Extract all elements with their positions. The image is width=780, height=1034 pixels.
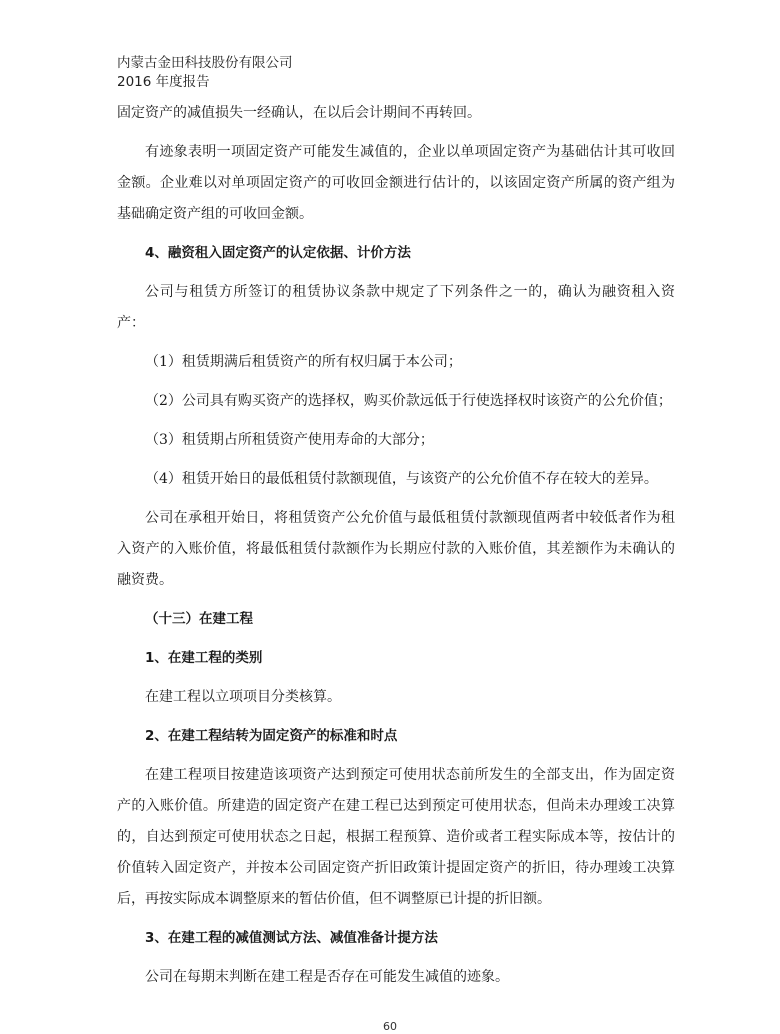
- document-body: [117, 98, 675, 1001]
- paragraph: 公司在承租开始日，将租赁资产公允价值与最低租赁付款额现值两者中较低者作为租入资产的入账价值，将最低租赁付款额作为长期应付款的入账价值，其差额作为未确认的融资费。: [117, 510, 675, 588]
- report-header: [117, 54, 677, 92]
- list-item: （4）租赁开始日的最低租赁付款额现值，与该资产的公允价值不存在较大的差异。: [145, 471, 658, 487]
- paragraph: 有迹象表明一项固定资产可能发生减值的，企业以单项固定资产为基础估计其可收回金额。企业难以对单项固定资产的可收回金额进行估计的，以该固定资产所属的资产组为基础确定资产组的可收回金额。: [117, 144, 675, 222]
- section-heading: （十三）在建工程: [145, 611, 253, 627]
- section-heading: 2、在建工程结转为固定资产的标准和时点: [145, 728, 398, 744]
- company-name: 内蒙古金田科技股份有限公司: [117, 55, 293, 71]
- section-heading: 1、在建工程的类别: [145, 650, 263, 666]
- page-number: 60: [383, 1020, 397, 1033]
- paragraph: 公司在每期末判断在建工程是否存在可能发生减值的迹象。: [145, 969, 509, 985]
- section-heading: 3、在建工程的减值测试方法、减值准备计提方法: [145, 930, 438, 946]
- paragraph: 固定资产的减值损失一经确认，在以后会计期间不再转回。: [117, 105, 481, 121]
- section-heading: 4、融资租入固定资产的认定依据、计价方法: [145, 245, 411, 261]
- list-item: （3）租赁期占所租赁资产使用寿命的大部分；: [145, 432, 434, 448]
- list-item: （1）租赁期满后租赁资产的所有权归属于本公司；: [145, 354, 462, 370]
- report-title: 2016 年度报告: [117, 74, 210, 90]
- paragraph: 在建工程以立项项目分类核算。: [145, 689, 341, 705]
- paragraph: 在建工程项目按建造该项资产达到预定可使用状态前所发生的全部支出，作为固定资产的入账价值。所建造的固定资产在建工程已达到预定可使用状态，但尚未办理竣工决算的，自达到预定可使用状态之日起，根据工程预算、造价或者工程实际成本等，按估计的价值转入固定资产，并按本公司固定资产折旧政策计提固定资产的折旧，待办理竣工决算后，再按实际成本调整原来的暂估价值，但不调整原已计提的折旧额。: [117, 767, 675, 907]
- paragraph: 公司与租赁方所签订的租赁协议条款中规定了下列条件之一的，确认为融资租入资产：: [117, 284, 675, 331]
- list-item: （2）公司具有购买资产的选择权，购买价款远低于行使选择权时该资产的公允价值；: [145, 393, 672, 409]
